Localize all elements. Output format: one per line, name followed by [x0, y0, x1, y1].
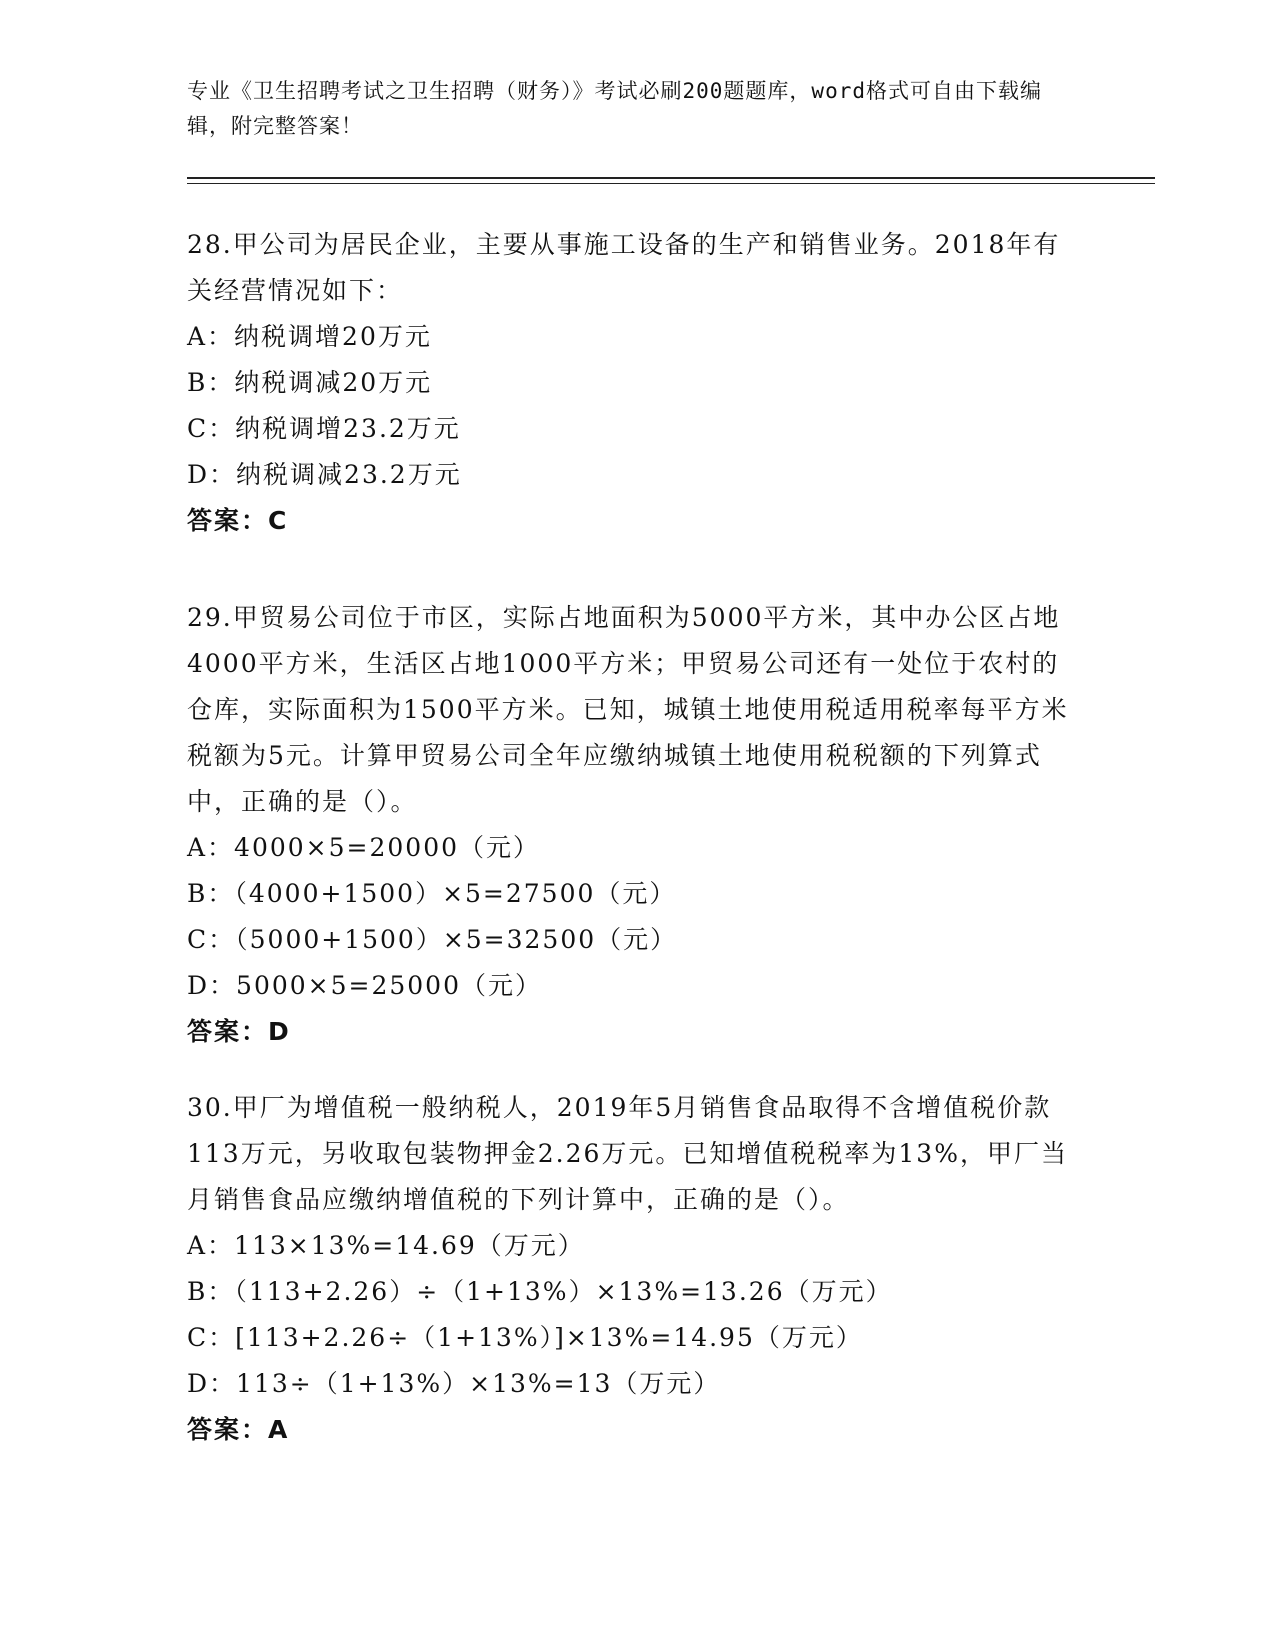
question-29 [187, 595, 1077, 1055]
option-a: A：113×13%=14.69（万元） [187, 1231, 585, 1260]
answer-line: 答案：C [187, 506, 289, 535]
option-b: B：（113+2.26）÷（1+13%）×13%=13.26（万元） [187, 1277, 893, 1306]
header-divider-thin [187, 183, 1155, 184]
option-d: D：5000×5=25000（元） [187, 971, 542, 1000]
option-c: C：[113+2.26÷（1+13%）]×13%=14.95（万元） [187, 1323, 863, 1352]
question-stem: 29.甲贸易公司位于市区，实际占地面积为5000平方米，其中办公区占地4000平方米，生活区占地1000平方米；甲贸易公司还有一处位于农村的仓库，实际面积为1500平方米。已知，城镇土地使用税适用税率每平方米税额为5元。计算甲贸易公司全年应缴纳城镇土地使用税税额的下列算式中，正确的是（）。 [187, 603, 1069, 816]
answer-line: 答案：D [187, 1017, 291, 1046]
question-30 [187, 1085, 1077, 1453]
option-d: D：113÷（1+13%）×13%=13（万元） [187, 1369, 721, 1398]
option-a: A：4000×5=20000（元） [187, 833, 541, 862]
document-header: 专业《卫生招聘考试之卫生招聘（财务）》考试必刷200题题库，word格式可自由下载编辑，附完整答案！ [187, 79, 1042, 138]
answer-line: 答案：A [187, 1415, 290, 1444]
option-a: A：纳税调增20万元 [187, 322, 432, 351]
option-c: C：纳税调增23.2万元 [187, 414, 461, 443]
header-divider-thick [187, 177, 1155, 179]
option-d: D：纳税调减23.2万元 [187, 460, 462, 489]
question-28 [187, 222, 1077, 544]
option-b: B：纳税调减20万元 [187, 368, 433, 397]
option-c: C：（5000+1500）×5=32500（元） [187, 925, 678, 954]
question-stem: 28.甲公司为居民企业，主要从事施工设备的生产和销售业务。2018年有关经营情况如下： [187, 230, 1061, 305]
option-b: B：（4000+1500）×5=27500（元） [187, 879, 677, 908]
question-stem: 30.甲厂为增值税一般纳税人，2019年5月销售食品取得不含增值税价款113万元，另收取包装物押金2.26万元。已知增值税税率为13%，甲厂当月销售食品应缴纳增值税的下列计算中，正确的是（）。 [187, 1093, 1068, 1214]
